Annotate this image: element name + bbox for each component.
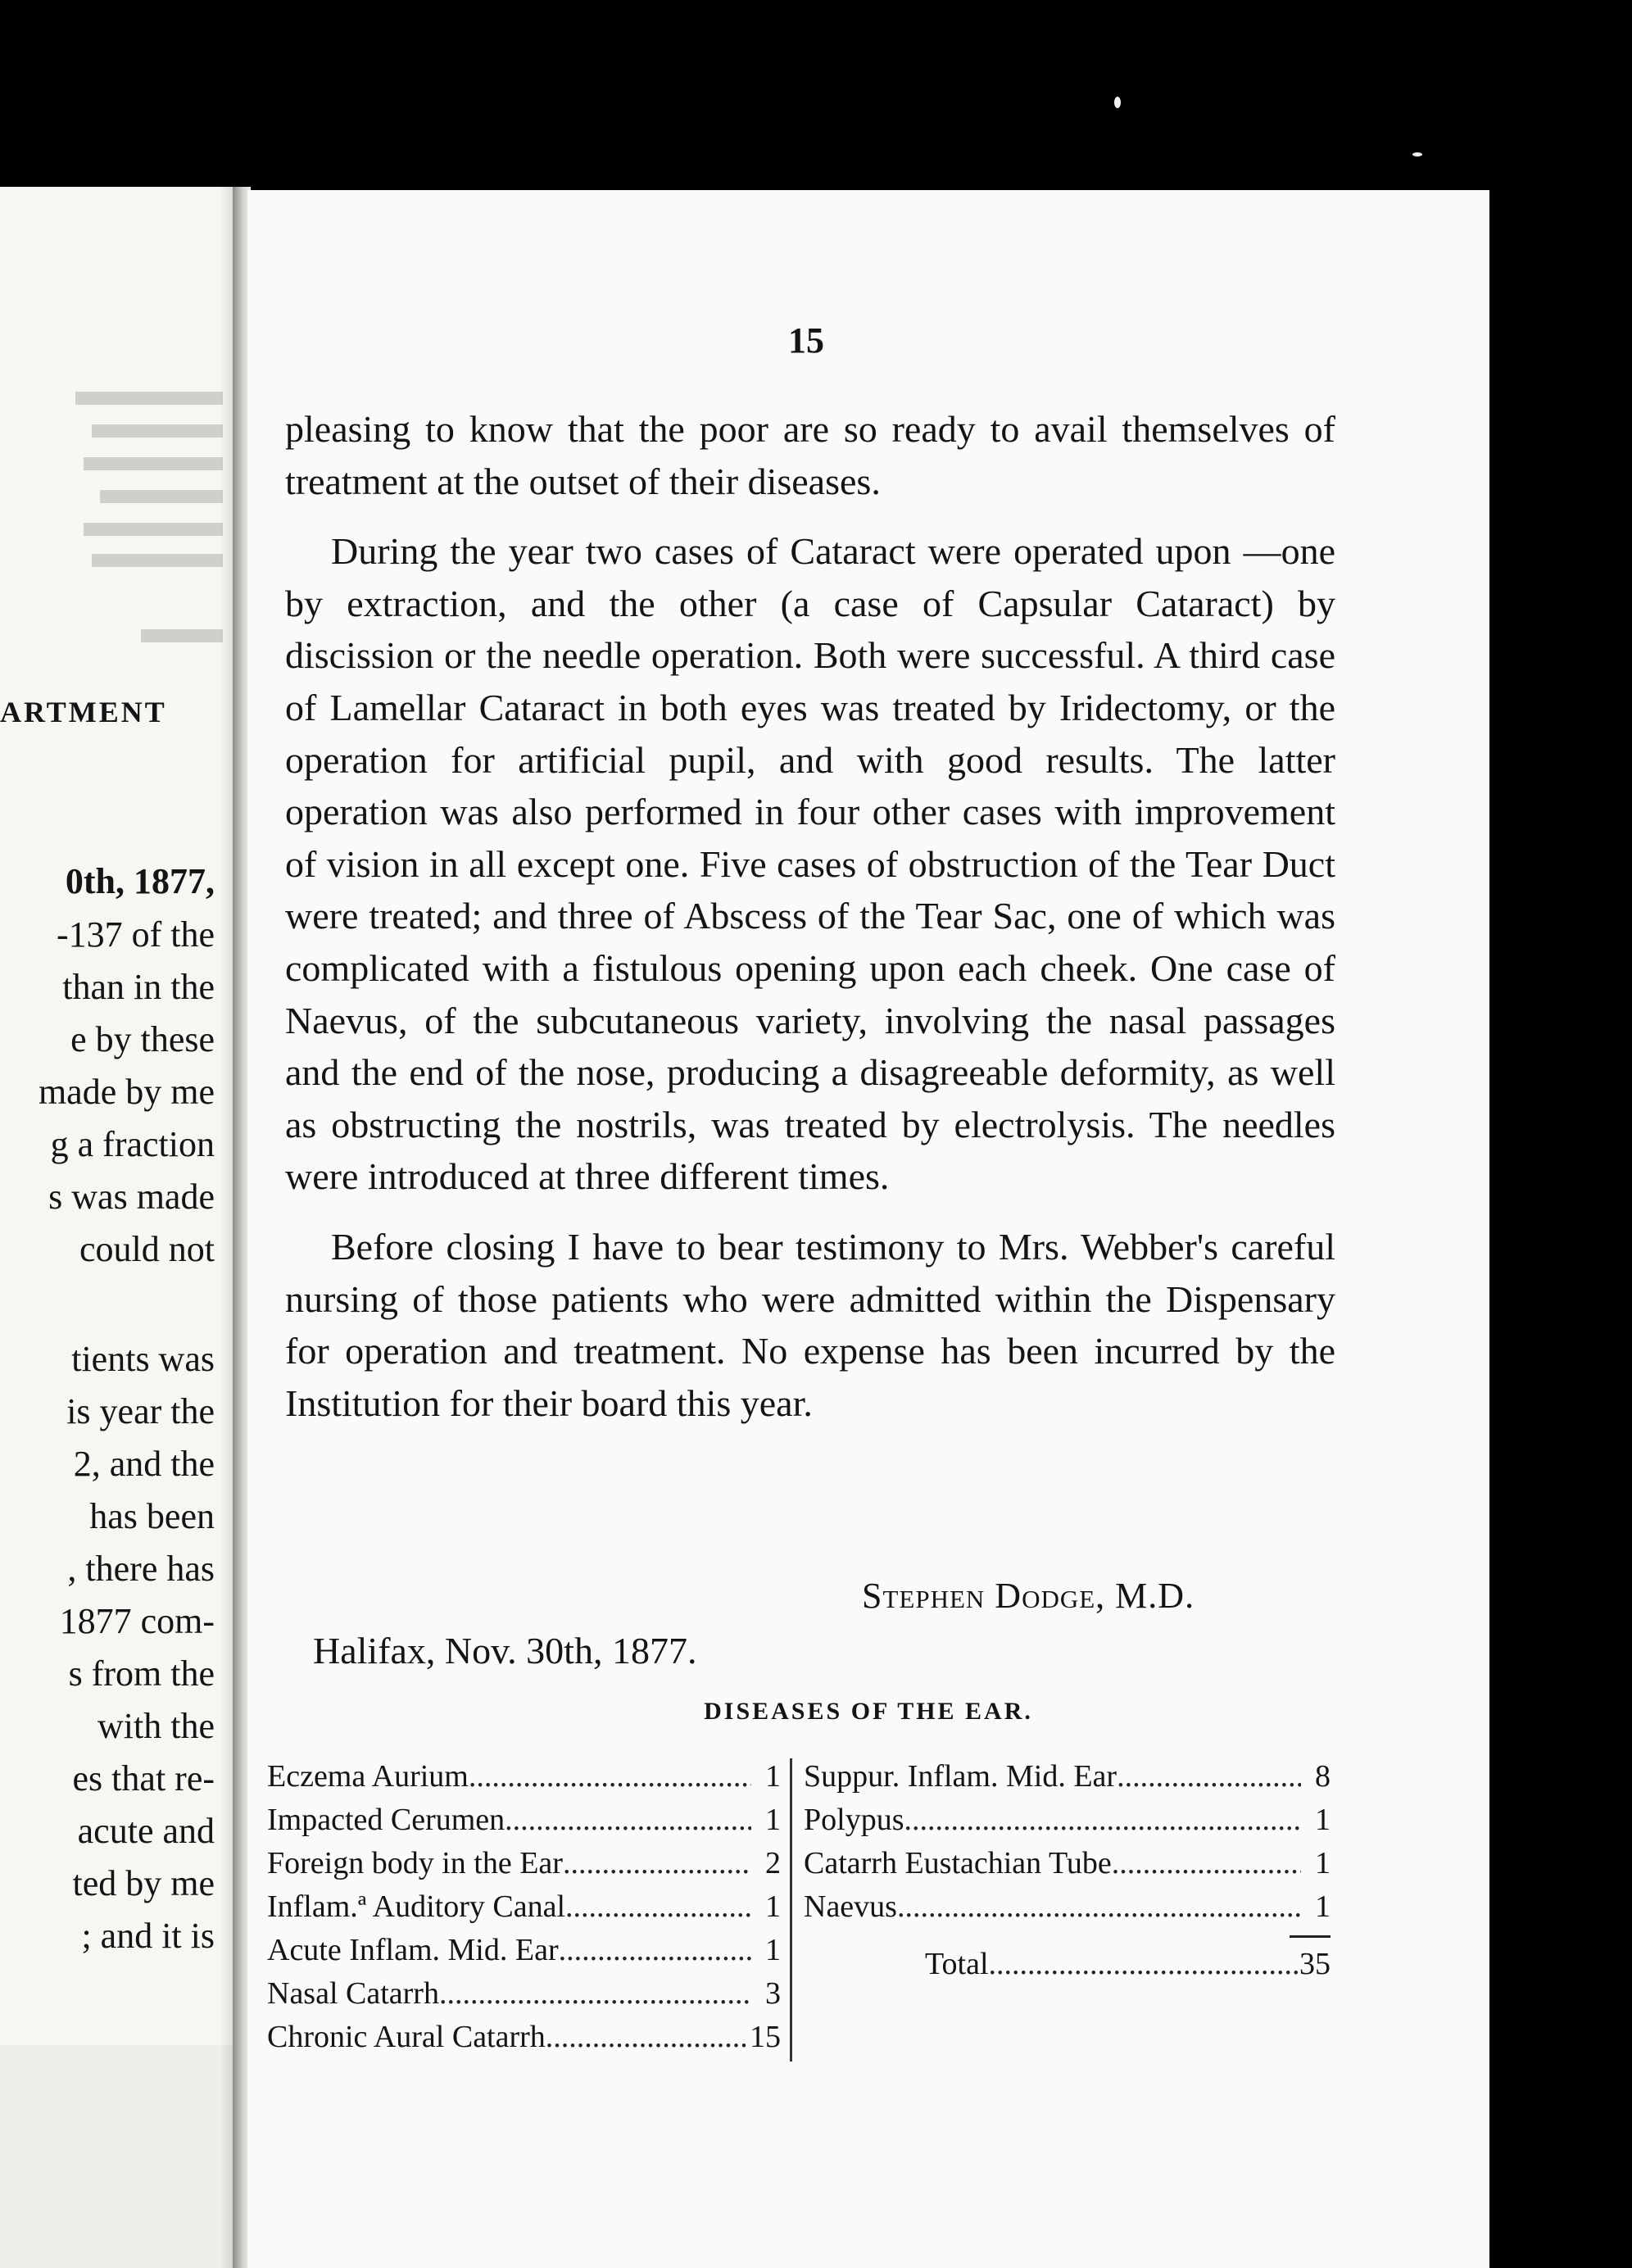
bleed-through-line — [92, 424, 223, 438]
diseases-table — [267, 1755, 1339, 2062]
left-page-line: s from the — [68, 1653, 215, 1694]
left-page-line: 2, and the — [73, 1444, 215, 1484]
document-page — [247, 190, 1489, 2268]
left-facing-page — [0, 187, 247, 2268]
table-row — [267, 1885, 781, 1929]
left-page-line: has been — [89, 1496, 215, 1536]
page-number: 15 — [788, 320, 824, 361]
disease-label: Nasal Catarrh — [267, 1976, 439, 2011]
left-page-heading: ARTMENT — [0, 696, 167, 728]
disease-label: Suppur. Inflam. Mid. Ear — [804, 1759, 1117, 1794]
signature: Stephen Dodge, M.D. — [862, 1576, 1195, 1616]
disease-label: Impacted Cerumen — [267, 1803, 505, 1837]
disease-label: Acute Inflam. Mid. Ear — [267, 1933, 559, 1967]
left-page-line: e by these — [70, 1019, 215, 1059]
bleed-through-line — [84, 523, 223, 536]
disease-count: 1 — [765, 1889, 781, 1924]
disease-count: 1 — [765, 1803, 781, 1837]
total-count: 35 — [1299, 1947, 1331, 1981]
leader-dots — [439, 1972, 751, 2016]
left-page-line: made by me — [38, 1072, 215, 1112]
place-date: Halifax, Nov. 30th, 1877. — [313, 1630, 697, 1672]
bleed-through-line — [75, 392, 223, 405]
disease-count: 8 — [1315, 1759, 1331, 1794]
table-row — [804, 1755, 1331, 1799]
table-row — [267, 1929, 781, 1972]
disease-label: Eczema Aurium — [267, 1759, 469, 1794]
left-page-line: ; and it is — [81, 1916, 215, 1956]
table-row — [267, 1972, 781, 2016]
leader-dots — [1112, 1842, 1301, 1885]
left-page-line: than in the — [62, 967, 215, 1007]
bleed-through-line — [100, 490, 223, 503]
disease-label: Foreign body in the Ear — [267, 1846, 563, 1880]
paragraph: Before closing I have to bear testimony to Mrs. Webber's careful nursing of those patients who were admitted within the Dispensary for operation and treatment. No expense has been incurred by the Institution for their board this year. — [285, 1225, 1335, 1424]
table-row — [267, 1799, 781, 1842]
disease-count: 1 — [765, 1759, 781, 1794]
disease-count: 1 — [1315, 1846, 1331, 1880]
left-page-line: is year the — [66, 1391, 215, 1431]
left-page-line: , there has — [67, 1549, 215, 1589]
disease-count: 1 — [1315, 1889, 1331, 1924]
left-page-line: with the — [97, 1706, 215, 1746]
leader-dots — [989, 1943, 1299, 1986]
left-page-line: s was made — [48, 1177, 215, 1217]
table-right-column — [792, 1755, 1331, 2062]
leader-dots — [897, 1885, 1301, 1929]
total-row — [925, 1943, 1331, 1986]
scan-speck — [1114, 97, 1121, 108]
disease-count: 3 — [765, 1976, 781, 2011]
table-row — [804, 1885, 1331, 1929]
disease-label: Polypus — [804, 1803, 904, 1837]
bleed-through-line — [92, 554, 223, 567]
table-row — [267, 2016, 781, 2059]
leader-dots — [469, 1755, 751, 1799]
leader-dots — [904, 1799, 1301, 1842]
paragraph: During the year two cases of Cataract were operated upon —one by extraction, and the other (a case of Capsular Cataract) by discission or the needle operation. Both were successful. A third case of Lamellar Cataract in both eyes was treated by Iridectomy, or the operation for artificial pupil, and with good results. The latter operation was also performed in four other cases with improvement of vision in all except one. Five cases of obstruction of the Tear Duct were treated; and three of Abscess of the Tear Sac, one of which was complicated with a fistulous opening upon each cheek. One case of Naevus, of the subcutaneous variety, involving the nasal passages and the end of the nose, producing a disagreeable deformity, as well as obstructing the nostrils, was treated by electrolysis. The needles were introduced at three different times. — [285, 530, 1335, 1198]
left-page-line: es that re- — [72, 1758, 215, 1799]
disease-label: Inflam.ª Auditory Canal — [267, 1889, 566, 1924]
table-row — [267, 1842, 781, 1885]
disease-count: 1 — [1315, 1803, 1331, 1837]
leader-dots — [565, 1885, 751, 1929]
leader-dots — [546, 2016, 750, 2059]
disease-count: 1 — [765, 1933, 781, 1967]
bleed-through-line — [141, 629, 223, 642]
body-text — [285, 403, 1335, 1447]
scan-speck — [1412, 152, 1422, 156]
leader-dots — [505, 1799, 751, 1842]
left-page-line: 0th, 1877, — [65, 861, 215, 901]
leader-dots — [1117, 1755, 1301, 1799]
bleed-through-line — [84, 457, 223, 470]
left-page-line: could not — [79, 1229, 215, 1269]
table-row — [267, 1755, 781, 1799]
left-page-line: -137 of the — [56, 914, 215, 955]
table-row — [804, 1842, 1331, 1885]
total-rule — [1290, 1935, 1331, 1938]
left-page-line: acute and — [77, 1811, 215, 1851]
leader-dots — [559, 1929, 751, 1972]
left-page-line: 1877 com- — [59, 1601, 215, 1641]
disease-count: 2 — [765, 1846, 781, 1880]
left-page-line: g a fraction — [50, 1124, 215, 1164]
table-left-column — [267, 1755, 790, 2062]
left-page-line: ted by me — [72, 1863, 215, 1903]
disease-label: Naevus — [804, 1889, 897, 1924]
table-title: DISEASES OF THE EAR. — [704, 1698, 1033, 1725]
disease-label: Chronic Aural Catarrh — [267, 2020, 546, 2054]
disease-count: 15 — [750, 2020, 781, 2054]
left-page-line: tients was — [71, 1339, 215, 1379]
left-page-lower-margin — [0, 2045, 247, 2268]
leader-dots — [563, 1842, 751, 1885]
disease-label: Catarrh Eustachian Tube — [804, 1846, 1112, 1880]
total-label: Total — [925, 1947, 989, 1981]
table-row — [804, 1799, 1331, 1842]
paragraph: pleasing to know that the poor are so ready to avail themselves of treatment at the outset of their diseases. — [285, 408, 1335, 502]
